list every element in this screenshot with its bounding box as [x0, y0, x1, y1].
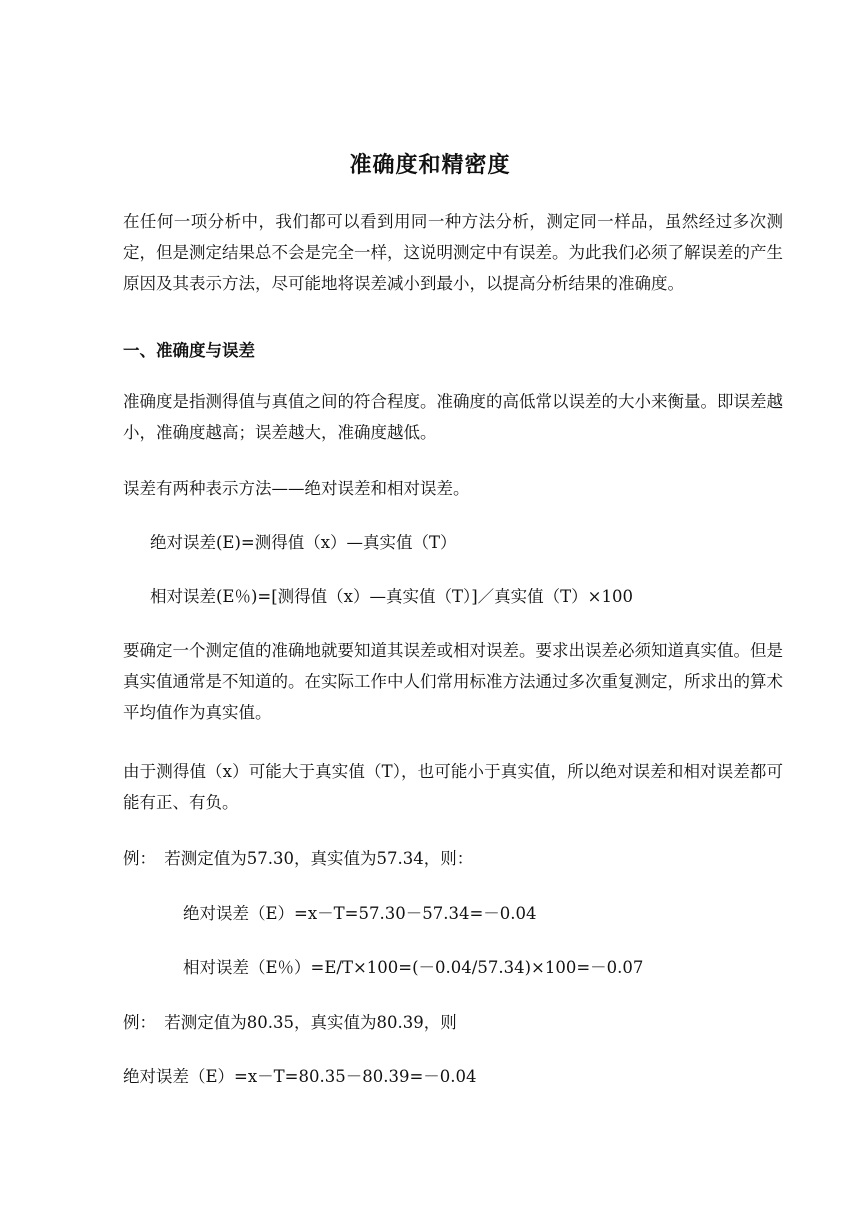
accuracy-definition-paragraph: 准确度是指测得值与真值之间的符合程度。准确度的高低常以误差的大小来衡量。即误差越小，准确度越高；误差越大，准确度越低。: [123, 392, 783, 442]
example-2-intro: 例： 若测定值为80.35，真实值为80.39，则: [123, 1013, 457, 1032]
document-title: 准确度和精密度: [349, 153, 511, 178]
relative-error-formula: 相对误差(E％)=[测得值（x）—真实值（T）]／真实值（T）×100: [150, 587, 634, 606]
true-value-paragraph: 要确定一个测定值的准确地就要知道其误差或相对误差。要求出误差必须知道真实值。但是真实值通常是不知道的。在实际工作中人们常用标准方法通过多次重复测定，所求出的算术平均值作为真实值。: [123, 641, 783, 722]
example-2-absolute-error: 绝对误差（E）=x－T=80.35－80.39=－0.04: [123, 1067, 477, 1086]
error-sign-paragraph: 由于测得值（x）可能大于真实值（T），也可能小于真实值，所以绝对误差和相对误差都可能有正、有负。: [123, 762, 783, 812]
error-methods-line: 误差有两种表示方法——绝对误差和相对误差。: [123, 479, 470, 498]
example-1-absolute-error: 绝对误差（E）=x－T=57.30－57.34=－0.04: [183, 904, 537, 923]
example-1-intro: 例： 若测定值为57.30，真实值为57.34，则：: [123, 849, 474, 868]
absolute-error-formula: 绝对误差(E)=测得值（x）—真实值（T）: [150, 533, 457, 552]
section-heading-accuracy-error: 一、准确度与误差: [123, 341, 255, 360]
intro-paragraph: 在任何一项分析中，我们都可以看到用同一种方法分析，测定同一样品，虽然经过多次测定，但是测定结果总不会是完全一样，这说明测定中有误差。为此我们必须了解误差的产生原因及其表示方法，尽可能地将误差减小到最小，以提高分析结果的准确度。: [123, 212, 783, 293]
example-1-relative-error: 相对误差（E％）=E/T×100=(－0.04/57.34)×100=－0.07: [183, 958, 644, 977]
